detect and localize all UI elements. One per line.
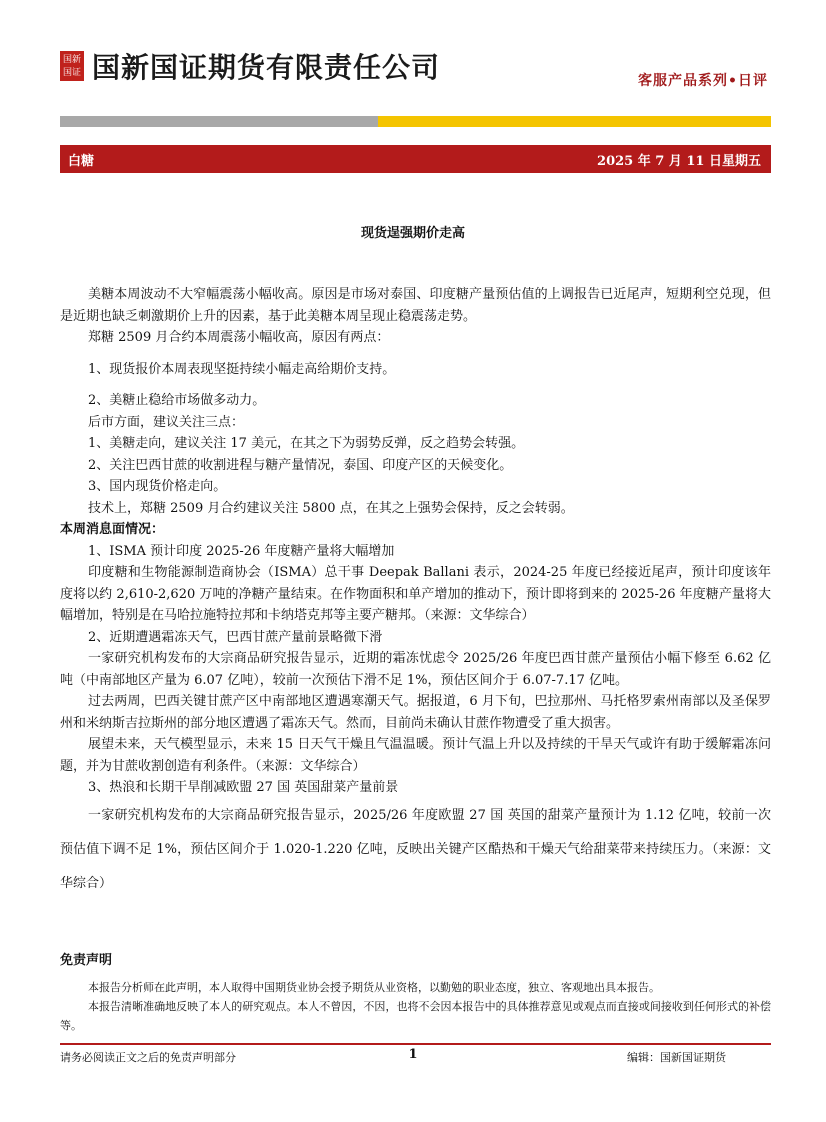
logo-seal-char: 新 [72, 54, 82, 65]
news-heading: 3、热浪和长期干旱削减欧盟 27 国 英国甜菜产量前景 [88, 780, 399, 795]
footer-note: 请务必阅读正文之后的免责声明部分 [60, 1051, 236, 1064]
paragraph: 一家研究机构发布的大宗商品研究报告显示，近期的霜冻忧虑令 2025/26 年度巴西甘蔗产量预估小幅下修至 6.62 亿吨（中南部地区产量为 6.07 亿吨），较前一次预估下滑不足 1%，预估区间介于 6.07-7.17 亿吨。 [60, 651, 771, 688]
news-heading: 1、ISMA 预计印度 2025-26 年度糖产量将大幅增加 [88, 543, 395, 559]
disclaimer-heading: 免责声明 [60, 953, 113, 968]
footer-editor: 编辑：国新国证期货 [627, 1051, 726, 1064]
paragraph: 一家研究机构发布的大宗商品研究报告显示，2025/26 年度欧盟 27 国 英国的甜菜产量预计为 1.12 亿吨，较前一次预估值下调不足 1%，预估区间介于 1.020-1.220 亿吨，反映出关键产区酷热和干燥天气给甜菜带来持续压力。（来源：文华综合） [60, 807, 771, 891]
logo-seal-char: 证 [72, 67, 82, 78]
paragraph: 技术上，郑糖 2509 月合约建议关注 5800 点，在其之上强势会保持，反之会转弱。 [88, 500, 574, 516]
paragraph: 2、关注巴西甘蔗的收割进程与糖产量情况，泰国、印度产区的天候变化。 [88, 457, 513, 473]
logo-seal-char: 国 [63, 67, 73, 78]
paragraph: 展望未来，天气模型显示，未来 15 日天气干燥且气温温暖。预计气温上升以及持续的干旱天气或许有助于缓解霜冻问题，并为甘蔗收割创造有利条件。（来源：文华综合） [60, 737, 771, 774]
paragraph: 美糖本周波动不大窄幅震荡小幅收高。原因是市场对泰国、印度糖产量预估值的上调报告已近尾声，短期利空兑现，但是近期也缺乏刺激期价上升的因素，基于此美糖本周呈现止稳震荡走势。 [60, 287, 771, 324]
report-title: 现货逞强期价走高 [360, 226, 465, 241]
paragraph: 2、美糖止稳给市场做多动力。 [88, 393, 266, 408]
disclaimer-line: 本报告分析师在此声明，本人取得中国期货业协会授予期货从业资格，以勤勉的职业态度，独立、客观地出具本报告。 [88, 981, 660, 994]
header-bar-grey [60, 116, 378, 127]
category-band [60, 145, 771, 173]
paragraph: 过去两周，巴西关键甘蔗产区中南部地区遭遇寒潮天气。据报道，6 月下旬，巴拉那州、马托格罗索州南部以及圣保罗州和米纳斯吉拉斯州的部分地区遭遇了霜冻天气。然而，目前尚未确认甘蔗作物遭受了重大损害。 [60, 694, 771, 731]
company-logo [60, 48, 440, 84]
category-label: 白糖 [68, 154, 95, 169]
paragraph: 1、现货报价本周表现坚挺持续小幅走高给期价支持。 [88, 361, 396, 377]
page-number: 1 [408, 1047, 418, 1062]
paragraph: 3、国内现货价格走向。 [88, 479, 227, 494]
disclaimer-body [60, 978, 771, 1035]
paragraph: 后市方面，建议关注三点： [88, 414, 245, 430]
company-name: 国新国证期货有限责任公司 [92, 51, 441, 84]
report-body [60, 284, 771, 901]
logo-seal-icon [60, 51, 84, 81]
disclaimer-line: 本报告清晰准确地反映了本人的研究观点。本人不曾因，不因，也将不会因本报告中的具体推荐意见或观点而直接或间接收到任何形式的补偿等。 [60, 1000, 771, 1032]
footer-divider [60, 1043, 771, 1045]
product-series: 客服产品系列•日评 [638, 73, 768, 89]
news-heading: 2、近期遭遇霜冻天气，巴西甘蔗产量前景略微下滑 [88, 629, 383, 645]
report-date: 2025 年 7 月 11 日星期五 [597, 154, 761, 169]
paragraph: 印度糖和生物能源制造商协会（ISMA）总干事 Deepak Ballani 表示，2024-25 年度已经接近尾声，预计印度该年度将以约 2,610-2,620 万吨的净糖产量结束。在作物面积和单产增加的推动下，预计即将到来的 2025-26 年度糖产量将大幅增加，特别是在马哈拉施特拉邦和卡纳塔克邦等主要产糖邦。（来源：文华综合） [60, 565, 771, 623]
logo-seal-char: 国 [63, 54, 73, 65]
header-bar-gold [378, 116, 771, 127]
paragraph: 1、美糖走向，建议关注 17 美元，在其之下为弱势反弹，反之趋势会转强。 [88, 436, 525, 451]
section-heading: 本周消息面情况： [60, 522, 165, 537]
paragraph: 郑糖 2509 月合约本周震荡小幅收高，原因有两点： [88, 330, 390, 345]
